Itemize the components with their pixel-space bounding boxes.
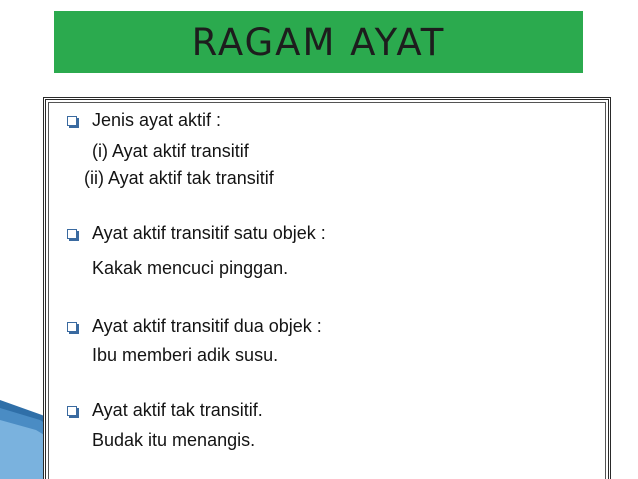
item-line: Budak itu menangis. [92,430,256,450]
item-heading: Ayat aktif tak transitif. [92,400,263,420]
item-heading: Ayat aktif transitif dua objek : [92,316,322,336]
content-box [43,97,611,479]
square-bullet-icon [67,116,77,126]
item-heading: Ayat aktif transitif satu objek : [92,223,326,243]
slide-title: RAGAM AYAT [191,20,446,64]
item-line: (i) Ayat aktif transitif [92,141,249,161]
square-bullet-icon [67,229,77,239]
square-bullet-icon [67,322,77,332]
item-heading: Jenis ayat aktif : [92,110,222,130]
title-banner [54,11,583,73]
item-line: Ibu memberi adik susu. [92,345,279,365]
item-line: (ii) Ayat aktif tak transitif [84,168,274,188]
item-line: Kakak mencuci pinggan. [92,258,289,278]
square-bullet-icon [67,406,77,416]
